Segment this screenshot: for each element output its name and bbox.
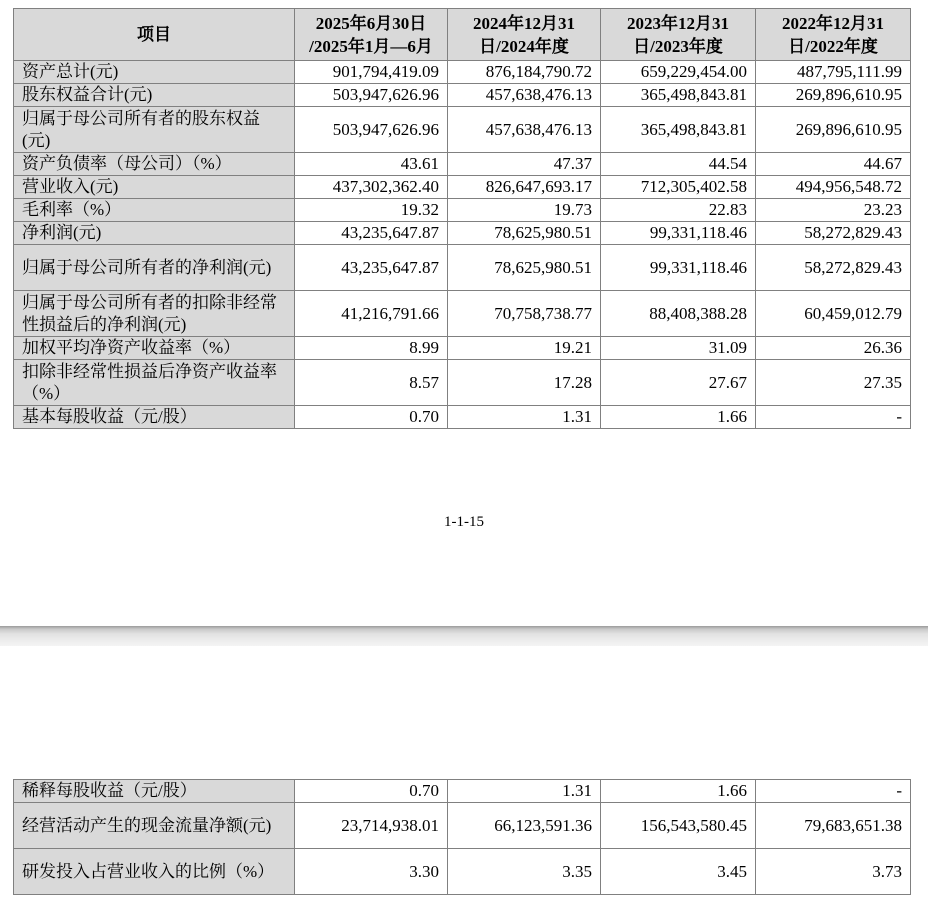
row-value: 41,216,791.66 [295, 291, 448, 337]
row-value: 66,123,591.36 [448, 803, 601, 849]
row-value: 99,331,118.46 [601, 245, 756, 291]
row-value: 457,638,476.13 [448, 107, 601, 153]
row-label: 归属于母公司所有者的股东权益(元) [14, 107, 295, 153]
row-value: 78,625,980.51 [448, 245, 601, 291]
row-value: 23,714,938.01 [295, 803, 448, 849]
table-row [14, 222, 911, 245]
table-row [14, 337, 911, 360]
row-value: 23.23 [756, 199, 911, 222]
row-value: 3.73 [756, 849, 911, 895]
row-value: 156,543,580.45 [601, 803, 756, 849]
financial-indicators-table-continued [13, 779, 911, 895]
row-value: 3.45 [601, 849, 756, 895]
row-value: 365,498,843.81 [601, 84, 756, 107]
row-label: 净利润(元) [14, 222, 295, 245]
header-2025h1: 2025年6月30日 /2025年1月—6月 [295, 9, 448, 61]
page-number: 1-1-15 [444, 514, 484, 530]
table-row [14, 107, 911, 153]
row-value: 58,272,829.43 [756, 222, 911, 245]
row-label: 营业收入(元) [14, 176, 295, 199]
row-value: 19.21 [448, 337, 601, 360]
row-value: 457,638,476.13 [448, 84, 601, 107]
row-label: 毛利率（%） [14, 199, 295, 222]
row-value: 3.30 [295, 849, 448, 895]
row-value: 901,794,419.09 [295, 61, 448, 84]
row-value: 43,235,647.87 [295, 245, 448, 291]
row-value: 58,272,829.43 [756, 245, 911, 291]
row-value: 60,459,012.79 [756, 291, 911, 337]
table-row [14, 780, 911, 803]
row-label: 稀释每股收益（元/股） [14, 780, 295, 803]
row-label: 资产总计(元) [14, 61, 295, 84]
row-value: 1.31 [448, 406, 601, 429]
row-value: 1.66 [601, 780, 756, 803]
table-row [14, 176, 911, 199]
row-value: 503,947,626.96 [295, 84, 448, 107]
page-break-separator [0, 626, 928, 646]
row-value: 659,229,454.00 [601, 61, 756, 84]
row-value: 8.99 [295, 337, 448, 360]
row-value: 0.70 [295, 780, 448, 803]
row-value: 487,795,111.99 [756, 61, 911, 84]
row-value: 43.61 [295, 153, 448, 176]
row-value: 712,305,402.58 [601, 176, 756, 199]
row-value: 22.83 [601, 199, 756, 222]
row-value: 43,235,647.87 [295, 222, 448, 245]
header-2022: 2022年12月31 日/2022年度 [756, 9, 911, 61]
row-value: 826,647,693.17 [448, 176, 601, 199]
row-value: 494,956,548.72 [756, 176, 911, 199]
row-value: 0.70 [295, 406, 448, 429]
row-value: 78,625,980.51 [448, 222, 601, 245]
row-label: 股东权益合计(元) [14, 84, 295, 107]
row-label: 资产负债率（母公司）（%） [14, 153, 295, 176]
table-row [14, 849, 911, 895]
row-value: 437,302,362.40 [295, 176, 448, 199]
row-value: 27.35 [756, 360, 911, 406]
row-value: 88,408,388.28 [601, 291, 756, 337]
row-value: 31.09 [601, 337, 756, 360]
table-row [14, 245, 911, 291]
row-label: 研发投入占营业收入的比例（%） [14, 849, 295, 895]
row-value: 876,184,790.72 [448, 61, 601, 84]
row-value: 1.31 [448, 780, 601, 803]
row-value: 99,331,118.46 [601, 222, 756, 245]
header-2023: 2023年12月31 日/2023年度 [601, 9, 756, 61]
row-value: 1.66 [601, 406, 756, 429]
row-label: 经营活动产生的现金流量净额(元) [14, 803, 295, 849]
header-2024: 2024年12月31 日/2024年度 [448, 9, 601, 61]
row-label: 基本每股收益（元/股） [14, 406, 295, 429]
row-value: 79,683,651.38 [756, 803, 911, 849]
row-label: 归属于母公司所有者的净利润(元) [14, 245, 295, 291]
row-value: 19.32 [295, 199, 448, 222]
row-label: 加权平均净资产收益率（%） [14, 337, 295, 360]
row-value: 47.37 [448, 153, 601, 176]
row-value: 44.67 [756, 153, 911, 176]
table-row [14, 803, 911, 849]
row-value: 19.73 [448, 199, 601, 222]
table-row [14, 291, 911, 337]
row-label: 扣除非经常性损益后净资产收益率（%） [14, 360, 295, 406]
financial-indicators-table [13, 8, 911, 429]
table-header-row [14, 9, 911, 61]
row-value: 70,758,738.77 [448, 291, 601, 337]
table-row [14, 199, 911, 222]
row-value: 8.57 [295, 360, 448, 406]
row-value: 27.67 [601, 360, 756, 406]
row-value: - [756, 780, 911, 803]
row-value: 44.54 [601, 153, 756, 176]
row-value: 365,498,843.81 [601, 107, 756, 153]
row-value: 269,896,610.95 [756, 107, 911, 153]
row-value: - [756, 406, 911, 429]
row-label: 归属于母公司所有者的扣除非经常性损益后的净利润(元) [14, 291, 295, 337]
row-value: 26.36 [756, 337, 911, 360]
row-value: 17.28 [448, 360, 601, 406]
row-value: 269,896,610.95 [756, 84, 911, 107]
table-row [14, 61, 911, 84]
row-value: 3.35 [448, 849, 601, 895]
row-value: 503,947,626.96 [295, 107, 448, 153]
header-item: 项目 [14, 9, 295, 61]
table-row [14, 84, 911, 107]
table-row [14, 406, 911, 429]
table-row [14, 153, 911, 176]
table-row [14, 360, 911, 406]
